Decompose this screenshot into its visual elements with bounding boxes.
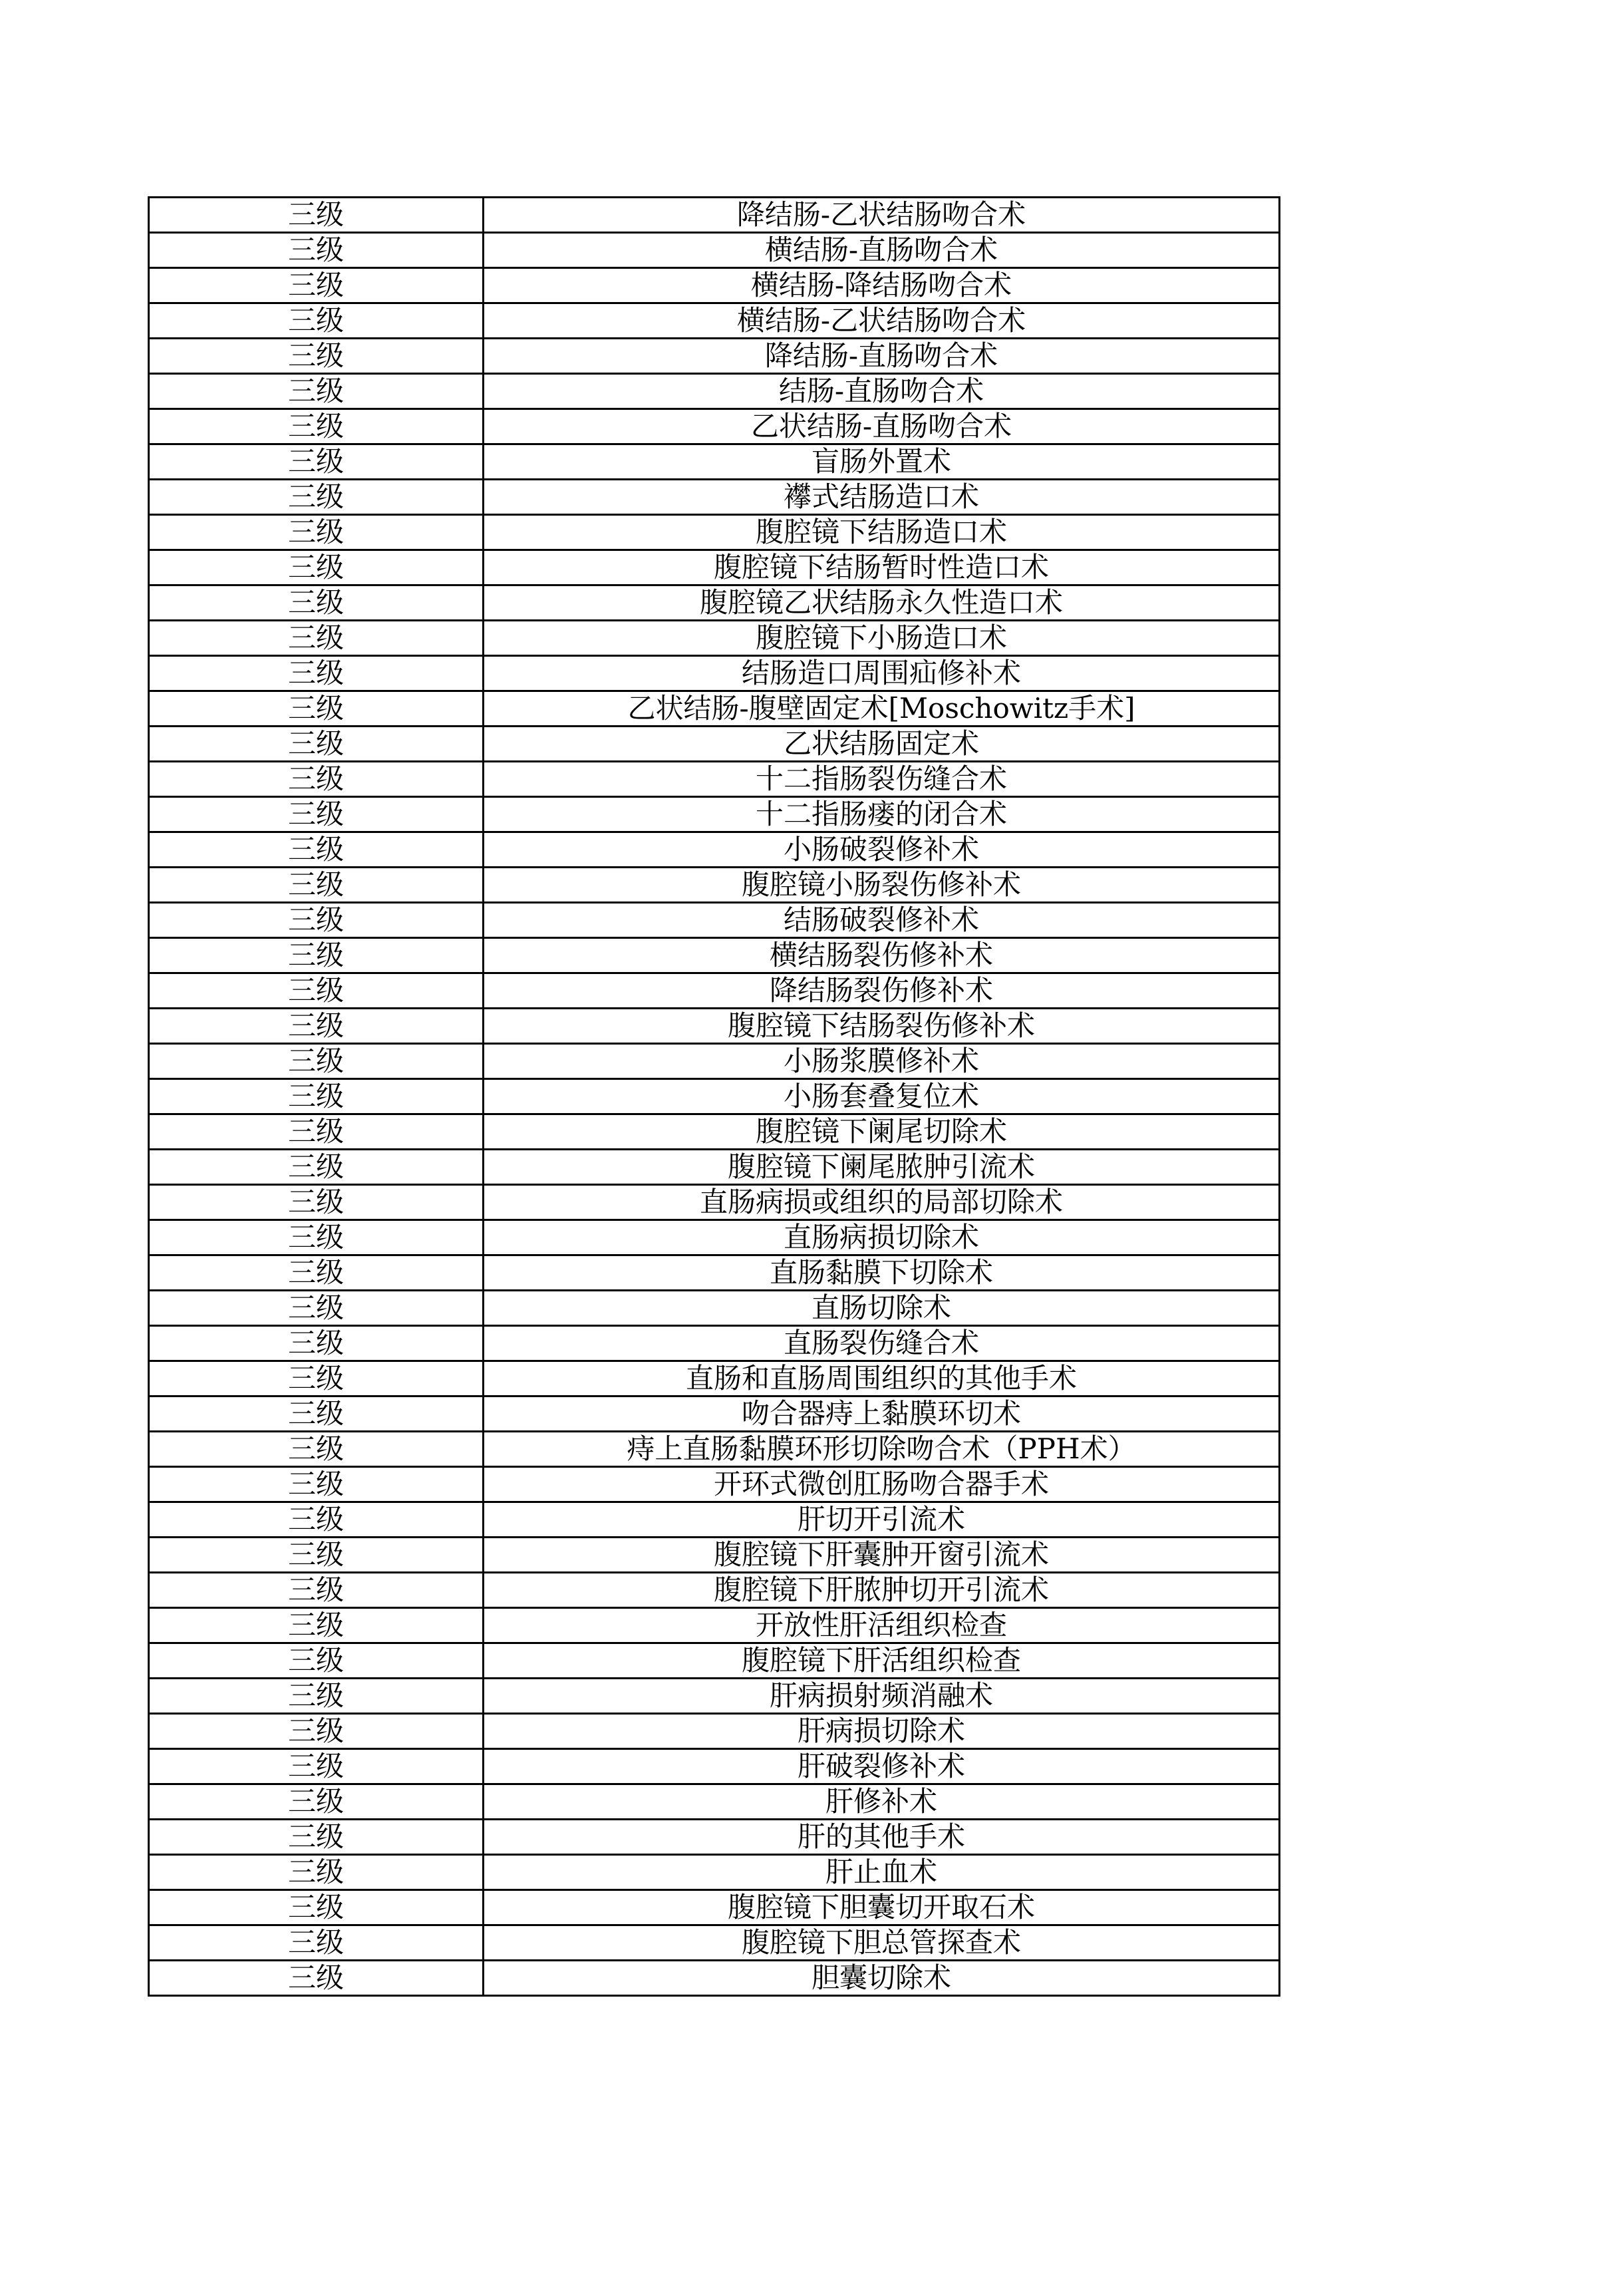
table-row xyxy=(149,1326,1280,1361)
table-row xyxy=(149,938,1280,973)
table-row xyxy=(149,1855,1280,1890)
surgery-level-cell: 三级 xyxy=(149,1820,484,1855)
table-row xyxy=(149,198,1280,233)
surgery-level-cell: 三级 xyxy=(149,198,484,233)
surgery-level-cell: 三级 xyxy=(149,832,484,868)
surgery-level-cell: 三级 xyxy=(149,1009,484,1044)
procedure-name-cell: 横结肠裂伤修补术 xyxy=(484,938,1280,973)
surgery-level-cell: 三级 xyxy=(149,1220,484,1255)
procedure-name-cell: 乙状结肠-腹壁固定术[Moschowitz手术] xyxy=(484,691,1280,727)
procedure-name-cell: 腹腔镜下结肠造口术 xyxy=(484,515,1280,550)
table-row xyxy=(149,409,1280,444)
surgery-level-cell: 三级 xyxy=(149,938,484,973)
table-row xyxy=(149,1291,1280,1326)
table-row xyxy=(149,233,1280,268)
table-row xyxy=(149,691,1280,727)
procedure-name-cell: 直肠和直肠周围组织的其他手术 xyxy=(484,1361,1280,1396)
procedure-name-cell: 横结肠-降结肠吻合术 xyxy=(484,268,1280,303)
surgery-level-cell: 三级 xyxy=(149,1361,484,1396)
procedure-name-cell: 腹腔镜下阑尾切除术 xyxy=(484,1114,1280,1150)
procedure-name-cell: 乙状结肠固定术 xyxy=(484,727,1280,762)
procedure-name-cell: 小肠套叠复位术 xyxy=(484,1079,1280,1114)
surgery-level-cell: 三级 xyxy=(149,1714,484,1749)
procedure-name-cell: 结肠造口周围疝修补术 xyxy=(484,656,1280,691)
procedure-name-cell: 腹腔镜下结肠暂时性造口术 xyxy=(484,550,1280,585)
procedure-name-cell: 直肠裂伤缝合术 xyxy=(484,1326,1280,1361)
surgery-level-cell: 三级 xyxy=(149,1396,484,1432)
procedure-name-cell: 襻式结肠造口术 xyxy=(484,480,1280,515)
surgery-level-cell: 三级 xyxy=(149,1925,484,1961)
table-row xyxy=(149,515,1280,550)
procedure-name-cell: 十二指肠裂伤缝合术 xyxy=(484,762,1280,797)
procedure-name-cell: 肝病损射频消融术 xyxy=(484,1679,1280,1714)
procedure-name-cell: 乙状结肠-直肠吻合术 xyxy=(484,409,1280,444)
table-row xyxy=(149,1150,1280,1185)
procedure-name-cell: 腹腔镜小肠裂伤修补术 xyxy=(484,868,1280,903)
table-row xyxy=(149,1079,1280,1114)
table-row xyxy=(149,797,1280,832)
procedure-name-cell: 降结肠裂伤修补术 xyxy=(484,973,1280,1009)
surgery-level-cell: 三级 xyxy=(149,1679,484,1714)
surgery-level-cell: 三级 xyxy=(149,1114,484,1150)
surgery-level-cell: 三级 xyxy=(149,1255,484,1291)
surgery-level-cell: 三级 xyxy=(149,1326,484,1361)
table-row xyxy=(149,1784,1280,1820)
procedure-name-cell: 降结肠-乙状结肠吻合术 xyxy=(484,198,1280,233)
surgery-level-cell: 三级 xyxy=(149,1538,484,1573)
table-row xyxy=(149,1185,1280,1220)
procedure-name-cell: 肝止血术 xyxy=(484,1855,1280,1890)
procedure-name-cell: 腹腔镜下结肠裂伤修补术 xyxy=(484,1009,1280,1044)
surgery-level-cell: 三级 xyxy=(149,1079,484,1114)
table-row xyxy=(149,1820,1280,1855)
procedure-name-cell: 胆囊切除术 xyxy=(484,1961,1280,1996)
surgery-level-cell: 三级 xyxy=(149,903,484,938)
table-row xyxy=(149,550,1280,585)
procedure-name-cell: 腹腔镜下肝活组织检查 xyxy=(484,1643,1280,1679)
surgery-level-cell: 三级 xyxy=(149,374,484,409)
surgery-level-cell: 三级 xyxy=(149,409,484,444)
surgery-level-cell: 三级 xyxy=(149,1502,484,1538)
procedure-name-cell: 直肠病损切除术 xyxy=(484,1220,1280,1255)
surgery-level-cell: 三级 xyxy=(149,1150,484,1185)
surgery-level-cell: 三级 xyxy=(149,480,484,515)
table-row xyxy=(149,1714,1280,1749)
table-row xyxy=(149,762,1280,797)
table-row xyxy=(149,1573,1280,1608)
table-row xyxy=(149,1925,1280,1961)
table-row xyxy=(149,1220,1280,1255)
procedure-name-cell: 开放性肝活组织检查 xyxy=(484,1608,1280,1643)
surgery-level-cell: 三级 xyxy=(149,691,484,727)
table-row xyxy=(149,1538,1280,1573)
surgery-level-cell: 三级 xyxy=(149,1855,484,1890)
table-row xyxy=(149,727,1280,762)
surgery-level-cell: 三级 xyxy=(149,1432,484,1467)
surgery-level-cell: 三级 xyxy=(149,1643,484,1679)
table-row xyxy=(149,903,1280,938)
surgery-level-cell: 三级 xyxy=(149,585,484,621)
table-row xyxy=(149,1890,1280,1925)
procedure-name-cell: 直肠切除术 xyxy=(484,1291,1280,1326)
table-row xyxy=(149,339,1280,374)
procedure-name-cell: 腹腔镜下胆总管探查术 xyxy=(484,1925,1280,1961)
table-row xyxy=(149,868,1280,903)
table-row xyxy=(149,1044,1280,1079)
procedure-name-cell: 腹腔镜下阑尾脓肿引流术 xyxy=(484,1150,1280,1185)
surgery-level-cell: 三级 xyxy=(149,233,484,268)
table-row xyxy=(149,1502,1280,1538)
table-row xyxy=(149,303,1280,339)
table-row xyxy=(149,374,1280,409)
table-row xyxy=(149,973,1280,1009)
surgery-level-cell: 三级 xyxy=(149,303,484,339)
procedure-name-cell: 腹腔镜乙状结肠永久性造口术 xyxy=(484,585,1280,621)
table-row xyxy=(149,1643,1280,1679)
table-row xyxy=(149,1467,1280,1502)
surgery-level-cell: 三级 xyxy=(149,444,484,480)
procedure-name-cell: 小肠破裂修补术 xyxy=(484,832,1280,868)
surgery-level-cell: 三级 xyxy=(149,973,484,1009)
surgery-level-cell: 三级 xyxy=(149,1573,484,1608)
table-row xyxy=(149,1361,1280,1396)
surgery-level-cell: 三级 xyxy=(149,268,484,303)
table-row xyxy=(149,1396,1280,1432)
procedure-name-cell: 结肠-直肠吻合术 xyxy=(484,374,1280,409)
table-row xyxy=(149,444,1280,480)
surgery-level-cell: 三级 xyxy=(149,515,484,550)
procedure-name-cell: 十二指肠瘘的闭合术 xyxy=(484,797,1280,832)
procedure-name-cell: 腹腔镜下胆囊切开取石术 xyxy=(484,1890,1280,1925)
surgery-level-cell: 三级 xyxy=(149,1784,484,1820)
procedure-name-cell: 肝破裂修补术 xyxy=(484,1749,1280,1784)
table-row xyxy=(149,1432,1280,1467)
table-row xyxy=(149,1679,1280,1714)
procedure-name-cell: 直肠黏膜下切除术 xyxy=(484,1255,1280,1291)
table-row xyxy=(149,1255,1280,1291)
procedure-table-body xyxy=(149,198,1280,1996)
procedure-name-cell: 小肠浆膜修补术 xyxy=(484,1044,1280,1079)
procedure-name-cell: 盲肠外置术 xyxy=(484,444,1280,480)
procedure-name-cell: 降结肠-直肠吻合术 xyxy=(484,339,1280,374)
procedure-name-cell: 横结肠-直肠吻合术 xyxy=(484,233,1280,268)
procedure-name-cell: 开环式微创肛肠吻合器手术 xyxy=(484,1467,1280,1502)
table-row xyxy=(149,585,1280,621)
table-row xyxy=(149,621,1280,656)
surgery-level-cell: 三级 xyxy=(149,656,484,691)
surgery-level-cell: 三级 xyxy=(149,1608,484,1643)
procedure-name-cell: 吻合器痔上黏膜环切术 xyxy=(484,1396,1280,1432)
surgery-level-cell: 三级 xyxy=(149,1467,484,1502)
procedure-name-cell: 肝切开引流术 xyxy=(484,1502,1280,1538)
table-row xyxy=(149,1608,1280,1643)
table-row xyxy=(149,1749,1280,1784)
table-row xyxy=(149,1114,1280,1150)
surgery-level-cell: 三级 xyxy=(149,1749,484,1784)
surgery-level-cell: 三级 xyxy=(149,762,484,797)
table-row xyxy=(149,656,1280,691)
surgery-level-cell: 三级 xyxy=(149,1890,484,1925)
procedure-name-cell: 肝的其他手术 xyxy=(484,1820,1280,1855)
surgery-level-cell: 三级 xyxy=(149,1185,484,1220)
surgery-level-cell: 三级 xyxy=(149,550,484,585)
table-row xyxy=(149,268,1280,303)
procedure-name-cell: 肝修补术 xyxy=(484,1784,1280,1820)
procedure-name-cell: 肝病损切除术 xyxy=(484,1714,1280,1749)
surgery-level-cell: 三级 xyxy=(149,1961,484,1996)
procedure-table xyxy=(148,196,1280,1997)
table-row xyxy=(149,1009,1280,1044)
table-row xyxy=(149,1961,1280,1996)
surgery-level-cell: 三级 xyxy=(149,797,484,832)
procedure-name-cell: 腹腔镜下肝囊肿开窗引流术 xyxy=(484,1538,1280,1573)
surgery-level-cell: 三级 xyxy=(149,727,484,762)
surgery-level-cell: 三级 xyxy=(149,339,484,374)
procedure-name-cell: 直肠病损或组织的局部切除术 xyxy=(484,1185,1280,1220)
surgery-level-cell: 三级 xyxy=(149,868,484,903)
table-row xyxy=(149,480,1280,515)
table-row xyxy=(149,832,1280,868)
procedure-name-cell: 腹腔镜下肝脓肿切开引流术 xyxy=(484,1573,1280,1608)
procedure-name-cell: 腹腔镜下小肠造口术 xyxy=(484,621,1280,656)
procedure-name-cell: 结肠破裂修补术 xyxy=(484,903,1280,938)
procedure-name-cell: 横结肠-乙状结肠吻合术 xyxy=(484,303,1280,339)
procedure-name-cell: 痔上直肠黏膜环形切除吻合术（PPH术） xyxy=(484,1432,1280,1467)
surgery-level-cell: 三级 xyxy=(149,1044,484,1079)
surgery-level-cell: 三级 xyxy=(149,621,484,656)
surgery-level-cell: 三级 xyxy=(149,1291,484,1326)
